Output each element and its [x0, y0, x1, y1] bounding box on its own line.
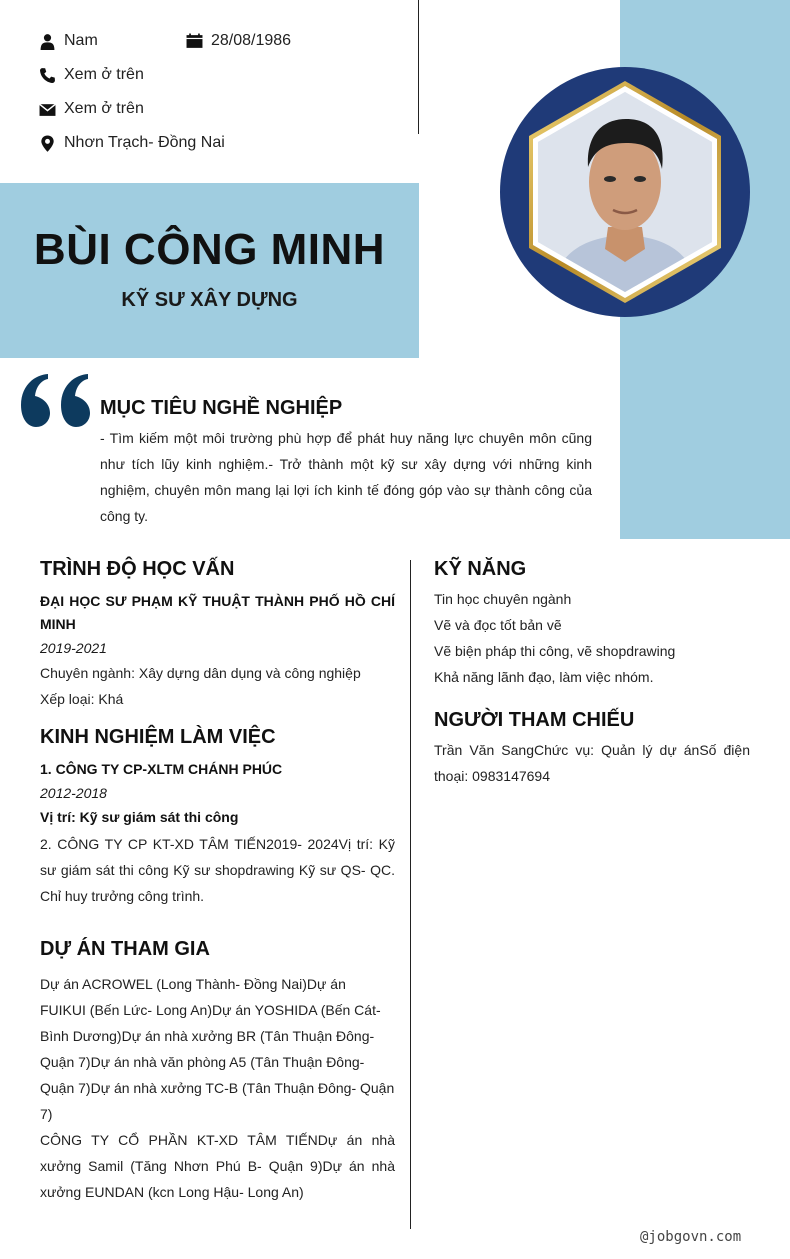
info-birthdate: [186, 32, 291, 50]
avatar: [500, 67, 750, 317]
mail-icon: [39, 101, 56, 118]
education-major: Chuyên ngành: Xây dựng dân dụng và công nghiệp: [40, 665, 361, 681]
experience-years: 2012-2018: [40, 785, 107, 801]
projects-text-2: CÔNG TY CỔ PHẦN KT-XD TÂM TIẾNDự án nhà xưởng Samil (Tăng Nhơn Phú B- Quận 9)Dự án nhà xưởng EUNDAN (kcn Long Hậu- Long An): [40, 1132, 395, 1200]
email-value: Xem ở trên: [64, 100, 144, 117]
candidate-title: KỸ SƯ XÂY DỰNG: [121, 289, 298, 311]
info-gender: [39, 32, 98, 50]
projects-list: [40, 971, 395, 1205]
skill-item: Vẽ và đọc tốt bản vẽ: [434, 617, 562, 633]
person-icon: [39, 33, 56, 50]
references-text: Trần Văn SangChức vụ: Quản lý dự ánSố điện thoại: 0983147694: [434, 742, 750, 784]
skill-item: Vẽ biện pháp thi công, vẽ shopdrawing: [434, 643, 676, 659]
experience-description: 2. CÔNG TY CP KT-XD TÂM TIẾN2019- 2024Vị trí: Kỹ sư giám sát thi công Kỹ sư shopdrawing Kỹ sư QS- QC. Chỉ huy trưởng công trình.: [40, 836, 395, 904]
quote-icon: [18, 372, 94, 432]
education-school: ĐẠI HỌC SƯ PHẠM KỸ THUẬT THÀNH PHỐ HỒ CHÍ MINH: [40, 593, 395, 632]
experience-title: KINH NGHIỆM LÀM VIỆC: [40, 726, 276, 748]
watermark: @jobgovn.com: [640, 1229, 742, 1245]
education-years: 2019-2021: [40, 640, 107, 656]
projects-title: DỰ ÁN THAM GIA: [40, 938, 210, 960]
candidate-name: BÙI CÔNG MINH: [33, 225, 386, 274]
calendar-icon: [186, 33, 203, 50]
references-title: NGƯỜI THAM CHIẾU: [434, 709, 635, 731]
objective-text: - Tìm kiếm một môi trường phù hợp để phát huy năng lực chuyên môn cũng như tích lũy kinh nghiệm.- Trở thành một kỹ sư xây dựng với những kinh nghiệm, chuyên môn mang lại lợi ích kinh tế đóng góp vào sự thành công của công ty.: [100, 430, 592, 524]
divider-main: [410, 560, 411, 1229]
divider-top: [418, 0, 419, 134]
address-value: Nhơn Trạch- Đồng Nai: [64, 134, 225, 151]
profile-photo: [500, 67, 750, 317]
skill-item: Tin học chuyên ngành: [434, 591, 572, 607]
experience-position: Vị trí: Kỹ sư giám sát thi công: [40, 809, 239, 825]
experience-company: 1. CÔNG TY CP-XLTM CHÁNH PHÚC: [40, 761, 283, 777]
info-phone: [39, 66, 144, 84]
skills-list: [434, 586, 675, 690]
education-title: TRÌNH ĐỘ HỌC VẤN: [40, 558, 235, 580]
location-icon: [39, 135, 56, 152]
phone-value: Xem ở trên: [64, 66, 144, 83]
skills-title: KỸ NĂNG: [434, 558, 527, 580]
info-address: [39, 134, 225, 152]
birthdate-value: 28/08/1986: [211, 32, 292, 49]
education-rank: Xếp loại: Khá: [40, 691, 124, 707]
info-email: [39, 100, 144, 118]
gender-value: Nam: [64, 32, 98, 49]
phone-icon: [39, 67, 56, 84]
projects-text-1: Dự án ACROWEL (Long Thành- Đồng Nai)Dự án FUIKUI (Bến Lức- Long An)Dự án YOSHIDA (Bến Cát- Bình Dương)Dự án nhà xưởng BR (Tân Thuận Đông- Quận 7)Dự án nhà văn phòng A5 (Tân Thuận Đông- Quận 7)Dự án nhà xưởng TC-B (Tân Thuận Đông- Quận 7): [40, 976, 395, 1122]
objective-title: MỤC TIÊU NGHỀ NGHIỆP: [100, 397, 343, 419]
skill-item: Khả năng lãnh đạo, làm việc nhóm.: [434, 669, 654, 685]
